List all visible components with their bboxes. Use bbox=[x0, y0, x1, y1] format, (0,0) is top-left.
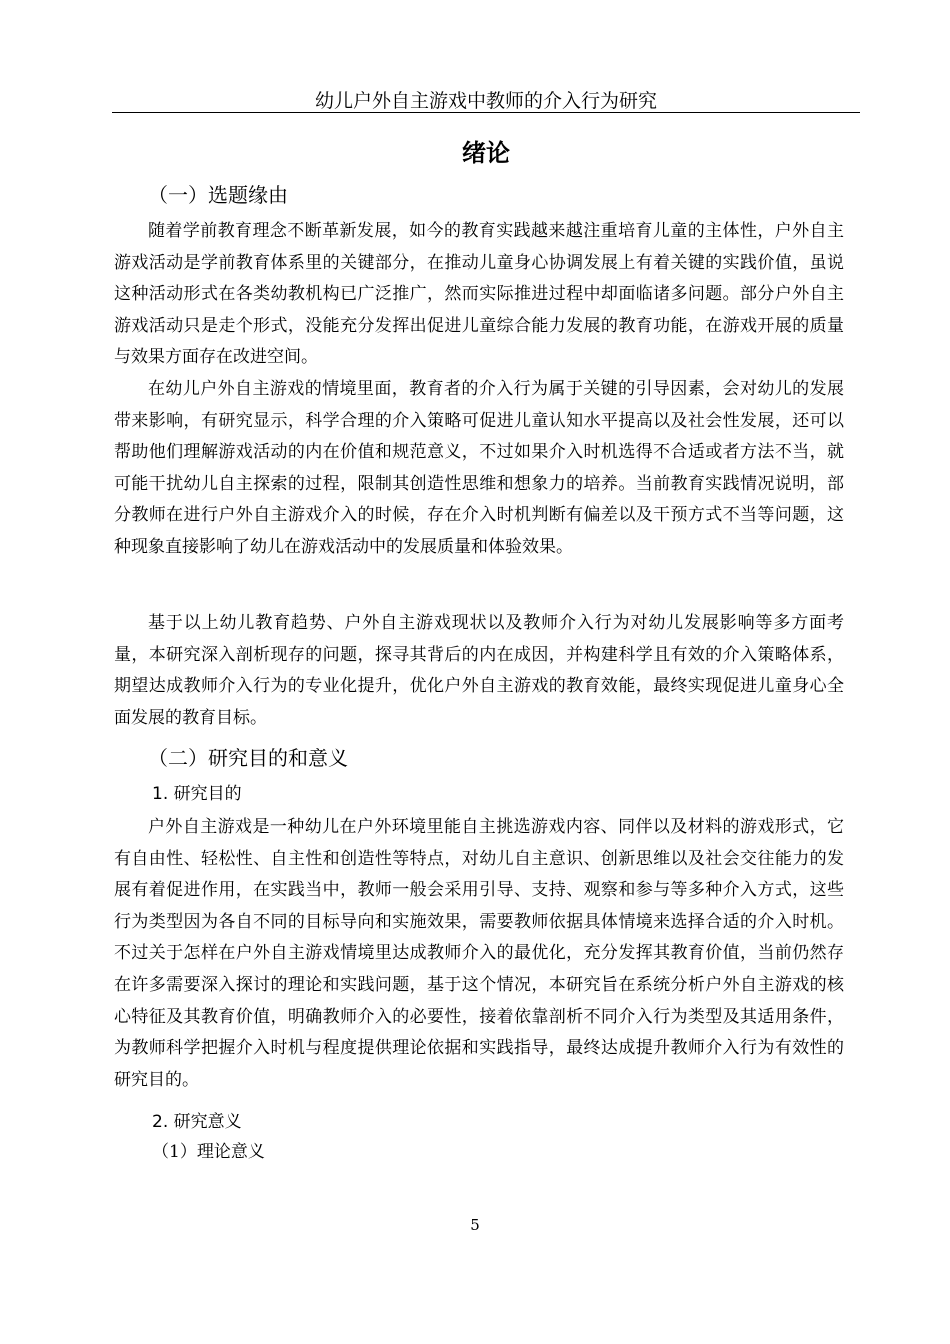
running-header: 幼儿户外自主游戏中教师的介入行为研究 bbox=[314, 90, 657, 112]
subheading-research-significance: 2. 研究意义 bbox=[152, 1112, 242, 1132]
chapter-title: 绪论 bbox=[462, 139, 510, 167]
paragraph-3: 基于以上幼儿教育趋势、户外自主游戏现状以及教师介入行为对幼儿发展影响等多方面考量，本研究深入剖析现存的问题，探寻其背后的内在成因，并构建科学且有效的介入策略体系，期望达成教师介入行为的专业化提升，优化户外自主游戏的教育效能，最终实现促进儿童身心全面发展的教育目标。 bbox=[114, 613, 844, 728]
header-rule bbox=[112, 112, 860, 113]
page-number: 5 bbox=[470, 1216, 480, 1234]
paragraph-1: 随着学前教育理念不断革新发展，如今的教育实践越来越注重培育儿童的主体性，户外自主游戏活动是学前教育体系里的关键部分，在推动儿童身心协调发展上有着关键的实践价值，虽说这种活动形式在各类幼教机构已广泛推广，然而实际推进过程中却面临诸多问题。部分户外自主游戏活动只是走个形式，没能充分发挥出促进儿童综合能力发展的教育功能，在游戏开展的质量与效果方面存在改进空间。 bbox=[114, 221, 844, 368]
subheading-research-purpose: 1. 研究目的 bbox=[152, 784, 242, 804]
paragraph-4: 户外自主游戏是一种幼儿在户外环境里能自主挑选游戏内容、同伴以及材料的游戏形式，它有自由性、轻松性、自主性和创造性等特点，对幼儿自主意识、创新思维以及社会交往能力的发展有着促进作用，在实践当中，教师一般会采用引导、支持、观察和参与等多种介入方式，这些行为类型因为各自不同的目标导向和实施效果，需要教师依据具体情境来选择合适的介入时机。不过关于怎样在户外自主游戏情境里达成教师介入的最优化，充分发挥其教育价值，当前仍然存在许多需要深入探讨的理论和实践问题，基于这个情况，本研究旨在系统分析户外自主游戏的核心特征及其教育价值，明确教师介入的必要性，接着依靠剖析不同介入行为类型及其适用条件，为教师科学把握介入时机与程度提供理论依据和实践指导，最终达成提升教师介入行为有效性的研究目的。 bbox=[114, 817, 844, 1090]
section-heading-purpose-significance: （二）研究目的和意义 bbox=[148, 746, 348, 770]
paragraph-2: 在幼儿户外自主游戏的情境里面，教育者的介入行为属于关键的引导因素，会对幼儿的发展带来影响，有研究显示，科学合理的介入策略可促进儿童认知水平提高以及社会性发展，还可以帮助他们理解游戏活动的内在价值和规范意义，不过如果介入时机选得不合适或者方法不当，就可能干扰幼儿自主探索的过程，限制其创造性思维和想象力的培养。当前教育实践情况说明，部分教师在进行户外自主游戏介入的时候，存在介入时机判断有偏差以及干预方式不当等问题，这种现象直接影响了幼儿在游戏活动中的发展质量和体验效果。 bbox=[114, 379, 844, 557]
item-theoretical-significance: （1）理论意义 bbox=[152, 1142, 265, 1162]
section-heading-topic-origin: （一）选题缘由 bbox=[148, 183, 288, 207]
